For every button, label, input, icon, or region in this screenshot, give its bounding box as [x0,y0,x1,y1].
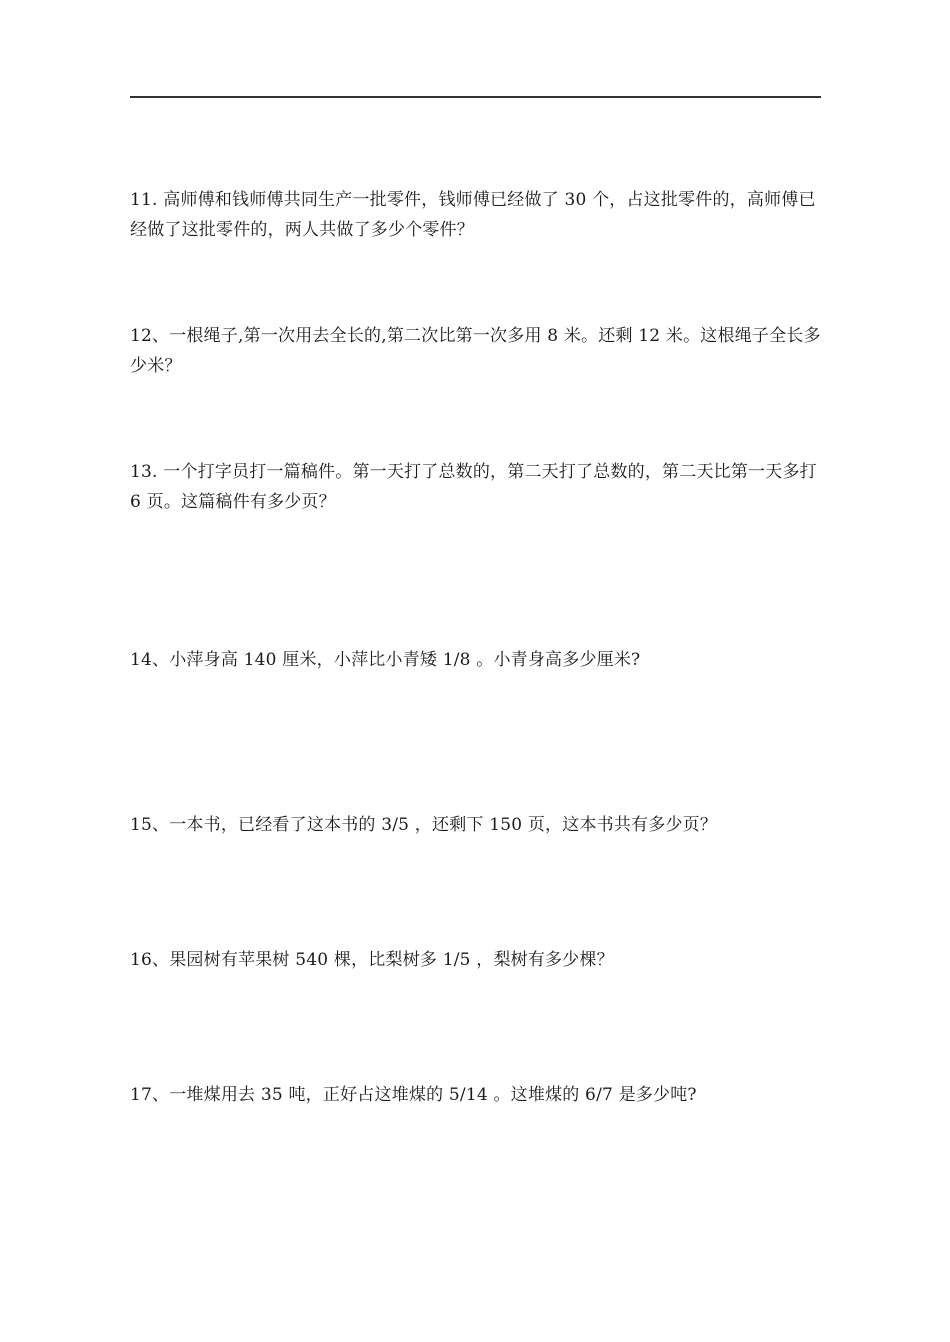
problem-16: 16、果园树有苹果树 540 棵，比梨树多 1/5 ，梨树有多少棵？ [130,950,614,970]
problem-15: 15、一本书，已经看了这本书的 3/5 ，还剩下 150 页，这本书共有多少页？ [130,815,718,835]
problem-13: 13. 一个打字员打一篇稿件。第一天打了总数的，第二天打了总数的，第二天比第一天多打 6 页。这篇稿件有多少页？ [130,462,817,512]
problem-11: 11. 高师傅和钱师傅共同生产一批零件，钱师傅已经做了 30 个，占这批零件的，高师傅已经做了这批零件的，两人共做了多少个零件？ [130,190,816,240]
header-rule [130,96,821,98]
problem-12: 12、一根绳子,第一次用去全长的,第二次比第一次多用 8 米。还剩 12 米。这根绳子全长多少米？ [130,326,821,376]
problem-14: 14、小萍身高 140 厘米，小萍比小青矮 1/8 。小青身高多少厘米? [130,650,641,670]
problem-17: 17、一堆煤用去 35 吨，正好占这堆煤的 5/14 。这堆煤的 6/7 是多少吨? [130,1085,697,1105]
